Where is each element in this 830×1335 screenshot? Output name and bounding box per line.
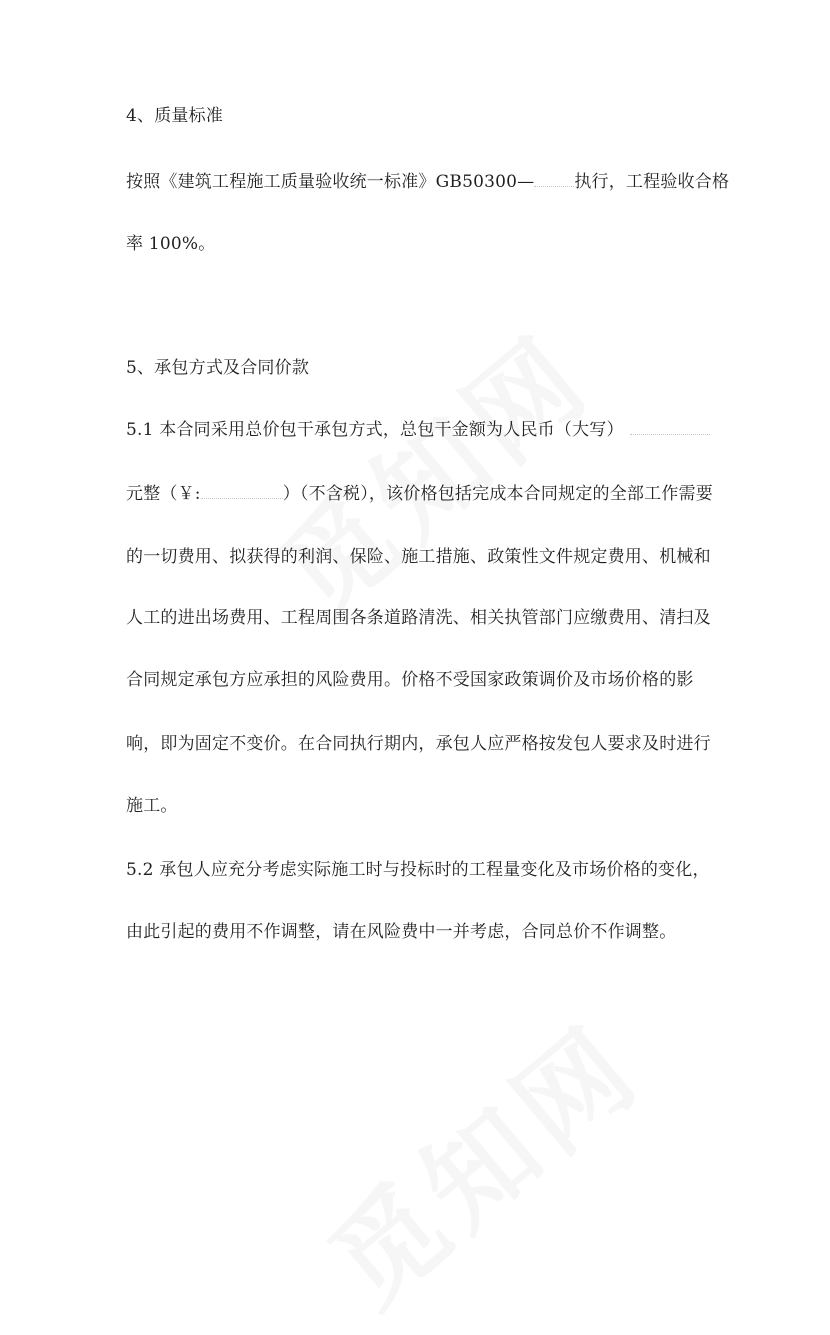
clause-5-1-line-3: 的一切费用、拟获得的利润、保险、施工措施、政策性文件规定费用、机械和 xyxy=(126,547,711,567)
clause-5-1-line-1 xyxy=(126,418,710,442)
clause-5-1-line-5: 合同规定承包方应承担的风险费用。价格不受国家政策调价及市场价格的影 xyxy=(126,670,694,690)
year-blank-field xyxy=(534,172,574,187)
clause-5-1-line-1-text: 5.1 本合同采用总价包干承包方式，总包干金额为人民币（大写） xyxy=(126,420,624,440)
amount-in-words-blank xyxy=(630,420,710,435)
clause-5-1-line-2 xyxy=(126,482,713,506)
clause-5-1-line-2-text-b: ）（不含税），该价格包括完成本合同规定的全部工作需要 xyxy=(282,484,713,504)
clause-5-1-line-4: 人工的进出场费用、工程周围各条道路清洗、相关执管部门应缴费用、清扫及 xyxy=(126,608,711,628)
section-4-line-1-text-a: 按照《建筑工程施工质量验收统一标准》GB50300— xyxy=(126,172,535,192)
clause-5-1-line-2-text-a: 元整（￥: xyxy=(126,484,201,504)
watermark-logo xyxy=(241,293,618,645)
section-5-heading: 5、承包方式及合同价款 xyxy=(126,358,310,378)
section-4-line-2: 率 100%。 xyxy=(126,234,216,254)
clause-5-1-line-6: 响，即为固定不变价。在合同执行期内，承包人应严格按发包人要求及时进行 xyxy=(126,734,711,754)
clause-5-1-line-7: 施工。 xyxy=(126,796,178,816)
amount-in-figures-blank xyxy=(201,484,283,499)
clause-5-2-line-2: 由此引起的费用不作调整，请在风险费中一并考虑，合同总价不作调整。 xyxy=(126,922,677,942)
watermark-logo xyxy=(291,983,668,1335)
section-4-heading: 4、质量标准 xyxy=(126,106,224,126)
section-4-line-1 xyxy=(126,170,729,194)
clause-5-2-line-1: 5.2 承包人应充分考虑实际施工时与投标时的工程量变化及市场价格的变化， xyxy=(126,860,710,880)
section-4-line-1-text-b: 执行，工程验收合格 xyxy=(574,172,730,192)
